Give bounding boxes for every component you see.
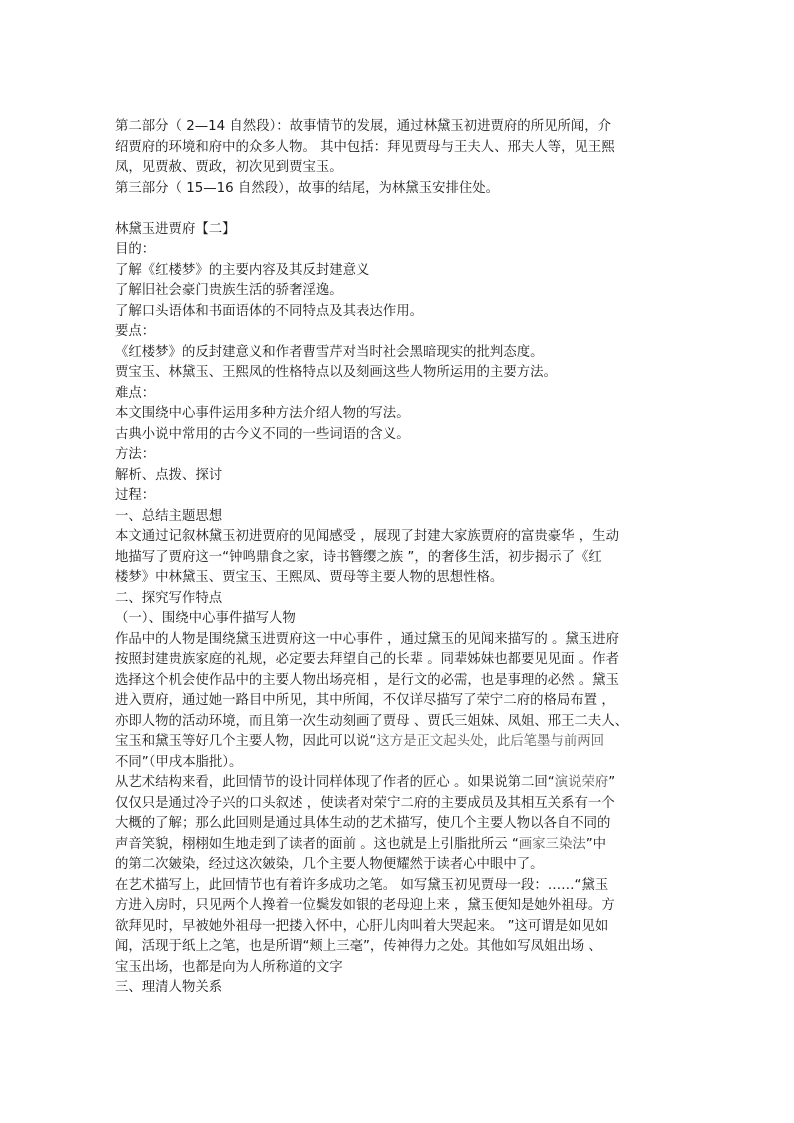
paragraph-1-line: 不同”（甲戌本脂批）。 (115, 754, 243, 770)
method-text: 解析、点拨、探讨 (115, 467, 223, 483)
paragraph-1-line: 进入贾府，通过她一路目中所见，其中所闻，不仅详尽描写了荣宁二府的格局布置 ， (115, 693, 615, 708)
section-3-heading: 三、理清人物关系 (115, 980, 223, 995)
paragraph-3-line: 宝玉出场，也都是向为人所称道的文字 (115, 959, 343, 975)
paragraph-1-line: 选择这个机会使作品中的主要人物出场亮相 ，是行文的必需，也是事理的必然 。黛玉 (115, 672, 619, 688)
paragraph-2-line (115, 835, 687, 856)
part3-line: 第三部分（ 15—16 自然段），故事的结尾，为林黛玉安排住处。 (115, 180, 500, 196)
difficulty-item: 古典小说中常用的古今义不同的一些词语的含义。 (115, 426, 410, 442)
difficulty-item: 本文围绕中心事件运用多种方法介绍人物的写法。 (115, 406, 410, 421)
section-1-line: 楼梦》中林黛玉、贾宝玉、王熙凤、贾母等主要人物的思想性格。 (115, 570, 504, 585)
quote-huajia-sanranfa: 画家三染法 (518, 836, 586, 852)
paragraph-2-text: 从艺术结构来看，此回情节的设计同样体现了作者的匠心 。如果说第二回“ (115, 775, 555, 790)
paragraph-2-line (115, 773, 687, 794)
zhipi-quote: 这方是正文起头处，此后笔墨与前两回 (376, 734, 604, 749)
section-2-subheading: （一）、围绕中心事件描写人物 (115, 611, 296, 626)
key-item: 《红楼梦》的反封建意义和作者曹雪芹对当时社会黑暗现实的批判态度。 (115, 344, 544, 360)
goal-item: 了解口头语体和书面语体的不同特点及其表达作用。 (115, 303, 423, 319)
paragraph-2-text: 声音笑貌，栩栩如生地走到了读者的面前 。这也就是上引脂批所云 “ (115, 836, 519, 852)
blank-line (115, 199, 687, 220)
paragraph-3-line: 方进入房时，只见两个人搀着一位鬓发如银的老母迎上来 ，黛玉便知是她外祖母。方 (115, 898, 615, 913)
paragraph-1-line (115, 732, 687, 753)
section-1-line: 本文通过记叙林黛玉初进贾府的见闻感受 ，展现了封建大家族贾府的富贵豪华 ，生动 (115, 529, 619, 544)
key-heading: 要点： (115, 324, 156, 339)
paragraph-3-line: 闻，活现于纸上之笔，也是所谓“颊上三毫”，传神得力之处。其他如写凤姐出场 、 (115, 939, 602, 954)
paragraph-2-text: ” (608, 775, 616, 790)
process-heading: 过程： (115, 488, 156, 503)
section-2-heading: 二、探究写作特点 (115, 590, 223, 606)
difficulty-heading: 难点： (115, 385, 156, 401)
paragraph-2-line: 的第二次皴染，经过这次皴染，几个主要人物便耀然于读者心中眼中了。 (115, 857, 544, 872)
goal-item: 了解旧社会豪门贵族生活的骄奢淫逸。 (115, 283, 343, 298)
part2-line-2: 绍贾府的环境和府中的众多人物。 其中包括：拜见贾母与王夫人、邢夫人等，见王熙 (115, 139, 615, 155)
document-page (115, 117, 687, 999)
paragraph-2-line: 仅仅只是通过冷子兴的口头叙述 ，使读者对荣宁二府的主要成员及其相互关系有一个 (115, 795, 615, 811)
part2-line-3: 凤，见贾赦、贾政，初次见到贾宝玉。 (115, 160, 343, 175)
key-item: 贾宝玉、林黛玉、王熙凤的性格特点以及刻画这些人物所运用的主要方法。 (115, 365, 557, 380)
paragraph-3-line: 欲拜见时，早被她外祖母一把搂入怀中，心肝儿肉叫着大哭起来。 ”这可谓是如见如 (115, 918, 609, 934)
paragraph-1-text: 宝玉和黛玉等好几个主要人物，因此可以说“ (115, 734, 377, 749)
goal-heading: 目的： (115, 242, 156, 257)
paragraph-3-line: 在艺术描写上，此回情节也有着许多成功之笔。 如写黛玉初见贾母一段：……“黛玉 (115, 877, 609, 893)
paragraph-1-line: 亦即人物的活动环境，而且第一次生动刻画了贾母 、贾氏三姐妹、凤姐、邢王二夫人、 (115, 713, 629, 729)
quote-yanshuo-rongfu: 演说荣府 (554, 775, 609, 790)
paragraph-1-line: 按照封建贵族家庭的礼规，必定要去拜望自己的长辈 。同辈姊妹也都要见见面 。作者 (115, 652, 619, 667)
paragraph-2-text: ”中 (585, 836, 607, 852)
section-title: 林黛玉进贾府【二】 (115, 221, 236, 237)
paragraph-2-line: 大概的了解；那么此回则是通过具体生动的艺术描写，使几个主要人物以各自不同的 (115, 816, 611, 831)
part2-line-1: 第二部分（ 2—14 自然段）：故事情节的发展，通过林黛玉初进贾府的所见所闻，介 (115, 119, 612, 134)
paragraph-1-line: 作品中的人物是围绕黛玉进贾府这一中心事件 ，通过黛玉的见闻来描写的 。黛玉进府 (115, 631, 619, 647)
goal-item: 了解《红楼梦》的主要内容及其反封建意义 (115, 262, 370, 278)
section-1-line: 地描写了贾府这一“钟鸣鼎食之家，诗书簪缨之族 ”，的奢侈生活，初步揭示了《红 (115, 549, 602, 565)
method-heading: 方法： (115, 447, 156, 462)
section-1-heading: 一、总结主题思想 (115, 508, 223, 524)
